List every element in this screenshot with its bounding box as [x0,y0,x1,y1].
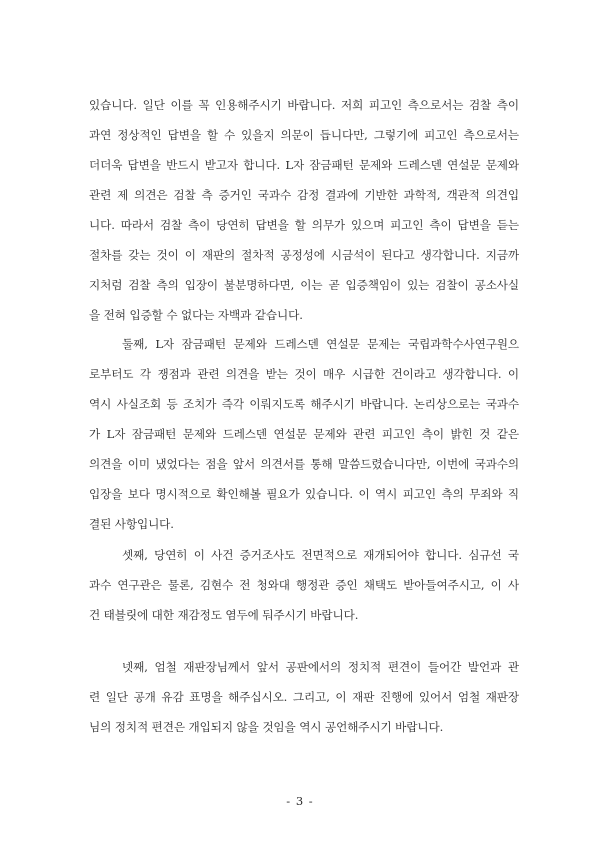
paragraph-line: 련 일단 공개 유감 표명을 해주십시오. 그리고, 이 재판 진행에 있어서 엄철 재판장 [89,690,519,704]
paragraph-line: 지처럼 검찰 측의 입장이 불분명하다면, 이는 곧 입증책임이 있는 검찰이 공소사실 [89,278,519,292]
paragraph-line: 건 태블릿에 대한 재감정도 염두에 둬주시기 바랍니다. [89,608,359,622]
paragraph-line: 관련 제 의견은 검찰 측 증거인 국과수 감정 결과에 기반한 과학적, 객관적 의견입 [89,188,519,202]
paragraph-line: 님의 정치적 편견은 개입되지 않을 것임을 역시 공언해주시기 바랍니다. [89,720,444,734]
paragraph-line: 니다. 따라서 검찰 측이 당연히 답변을 할 의무가 있으며 피고인 측이 답변을 듣는 [89,218,519,232]
paragraph-line: 의견을 이미 냈었다는 점을 앞서 의견서를 통해 말씀드렸습니다만, 이번에 국과수의 [89,457,519,471]
paragraph-line: 역시 사실조회 등 조치가 즉각 이뤄지도록 해주시기 바랍니다. 논리상으로는 국과수 [89,397,519,411]
paragraph-line: 절차를 갖는 것이 이 재판의 절차적 공정성에 시금석이 된다고 생각합니다. 지금까 [89,248,519,262]
paragraph-continued [89,90,519,330]
paragraph-line: 가 L자 잠금패턴 문제와 드레스덴 연설문 문제와 관련 피고인 측이 밝힌 것 같은 [89,427,519,441]
paragraph-line: 과수 연구관은 물론, 김현수 전 청와대 행정관 증인 채택도 받아들여주시고, 이 사 [89,578,519,592]
paragraph-line: 입장을 보다 명시적으로 확인해볼 필요가 있습니다. 이 역시 피고인 측의 무죄와 직 [89,487,519,501]
paragraph-line: 과연 정상적인 답변을 할 수 있을지 의문이 듭니다만, 그렇기에 피고인 측으로서는 [89,128,519,142]
page-number: - 3 - [286,794,314,808]
paragraph-line: 넷째, 엄철 재판장님께서 앞서 공판에서의 정치적 편견이 들어간 발언과 관 [122,660,519,674]
paragraph-line: 둘째, L자 잠금패턴 문제와 드레스덴 연설문 문제는 국립과학수사연구원으 [122,337,519,351]
paragraph-line: 셋째, 당연히 이 사건 증거조사도 전면적으로 재개되어야 합니다. 심규선 국 [122,548,519,562]
paragraph-line: 더더욱 답변을 반드시 받고자 합니다. L자 잠금패턴 문제와 드레스덴 연설문 문제와 [89,158,519,172]
paragraph-second [89,329,519,539]
paragraph-line: 결된 사항입니다. [89,517,174,531]
paragraph-line: 을 전혀 입증할 수 없다는 자백과 같습니다. [89,308,303,322]
paragraph-fourth [89,652,519,742]
paragraph-line: 있습니다. 일단 이를 꼭 인용해주시기 바랍니다. 저희 피고인 측으로서는 검찰 측이 [89,98,519,112]
paragraph-third [89,540,519,630]
paragraph-line: 로부터도 각 쟁점과 관련 의견을 받는 것이 매우 시급한 건이라고 생각합니다. 이 [89,367,519,381]
